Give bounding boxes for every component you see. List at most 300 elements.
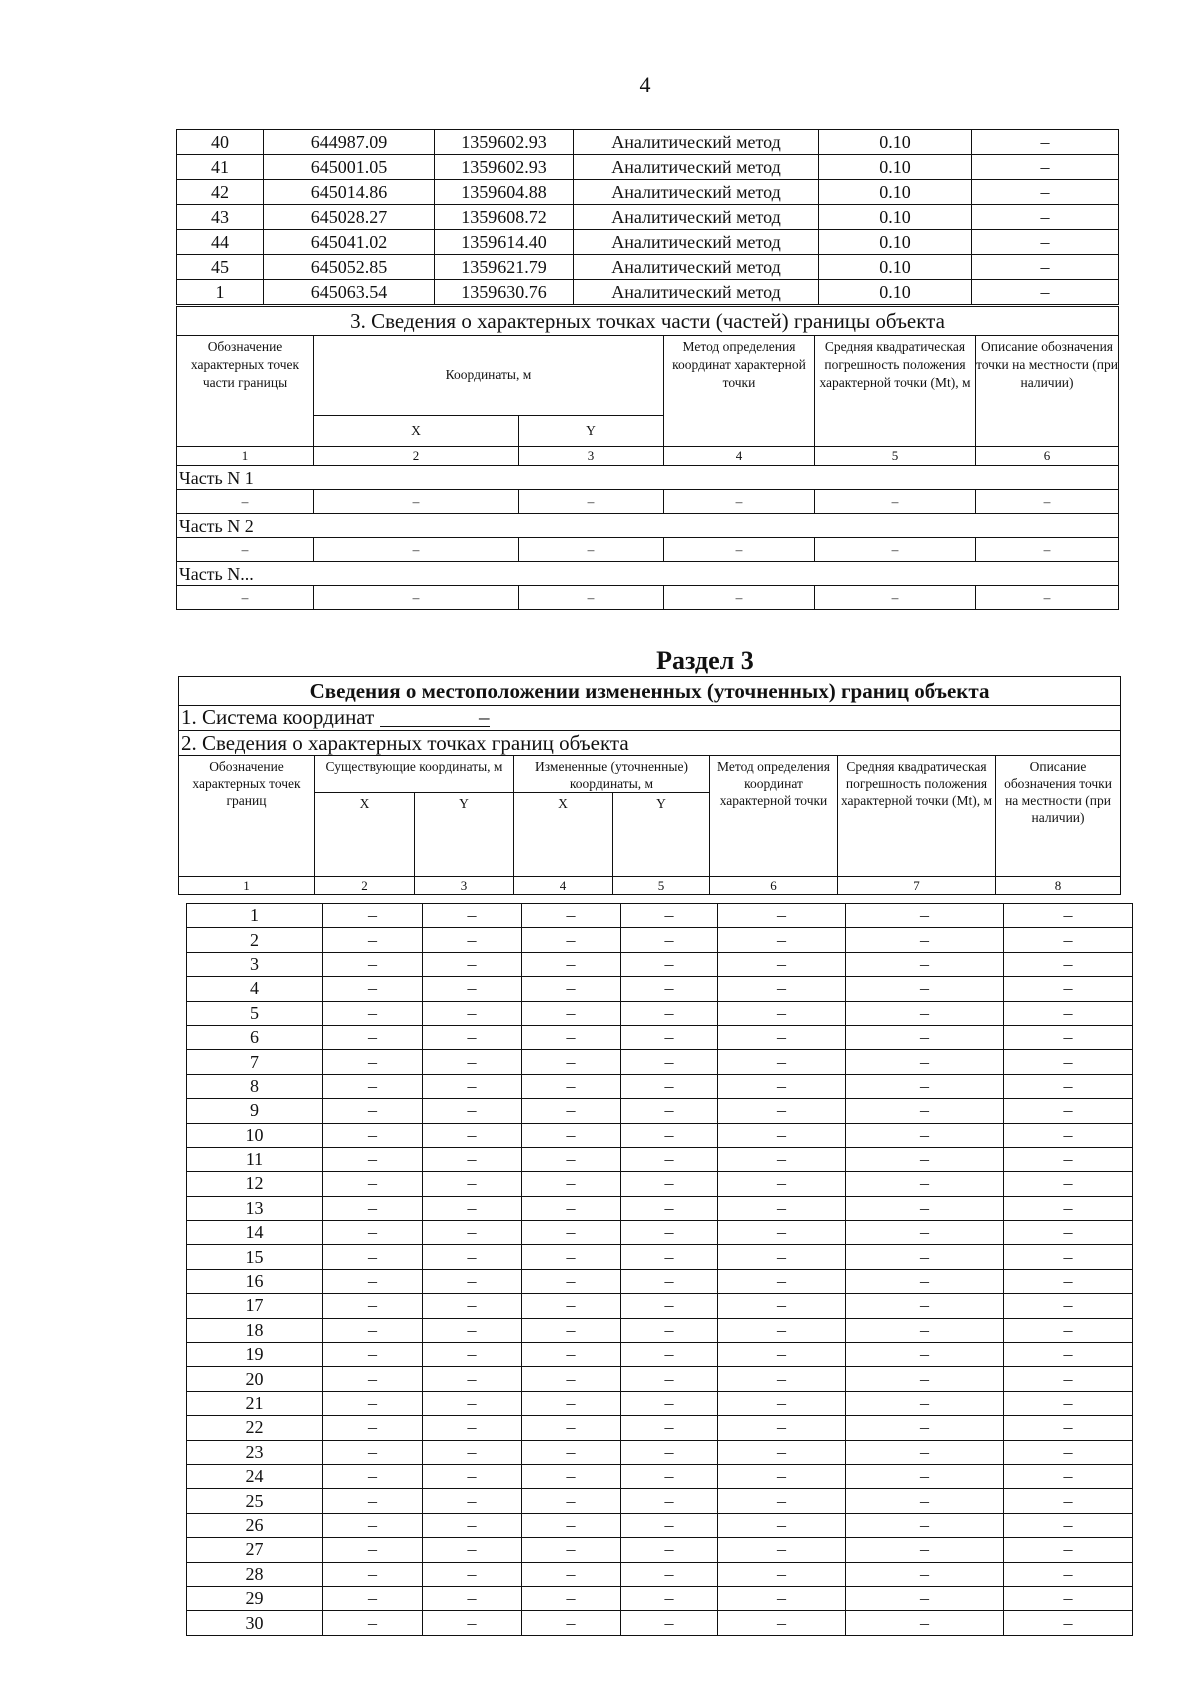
description-cell: – — [972, 230, 1119, 255]
empty-cell: – — [323, 1196, 423, 1220]
empty-cell: – — [718, 977, 846, 1001]
parts-section-title: 3. Сведения о характерных точках части (частей) границы объекта — [177, 307, 1119, 336]
empty-cell: – — [423, 1050, 522, 1074]
empty-cell: – — [323, 1513, 423, 1537]
empty-cell: – — [323, 1074, 423, 1098]
method-cell: Аналитический метод — [574, 230, 819, 255]
empty-cell: – — [423, 1318, 522, 1342]
empty-cell: – — [621, 977, 718, 1001]
empty-cell: – — [1004, 1050, 1133, 1074]
empty-cell: – — [522, 1123, 621, 1147]
section3-title: Сведения о местоположении измененных (уточненных) границ объекта — [179, 677, 1121, 706]
empty-cell: – — [621, 1391, 718, 1415]
table-row — [187, 977, 1133, 1001]
column-number: 2 — [314, 447, 519, 466]
point-id-cell: 10 — [187, 1123, 323, 1147]
empty-cell: – — [1004, 1172, 1133, 1196]
empty-cell: – — [522, 952, 621, 976]
empty-cell: – — [423, 1562, 522, 1586]
empty-cell: – — [323, 1416, 423, 1440]
empty-cell: – — [718, 1001, 846, 1025]
empty-cell: – — [718, 1586, 846, 1610]
description-cell: – — [972, 130, 1119, 155]
empty-cell: – — [664, 586, 815, 610]
empty-cell: – — [522, 1074, 621, 1098]
point-id-cell: 22 — [187, 1416, 323, 1440]
empty-cell: – — [846, 1294, 1004, 1318]
point-id-cell: 20 — [187, 1367, 323, 1391]
empty-cell: – — [423, 1538, 522, 1562]
y-coordinate-cell: 1359614.40 — [435, 230, 574, 255]
empty-cell: – — [1004, 1538, 1133, 1562]
point-id-cell: 30 — [187, 1611, 323, 1635]
empty-cell: – — [323, 1025, 423, 1049]
empty-cell: – — [621, 952, 718, 976]
column-number: 3 — [415, 877, 514, 895]
empty-cell: – — [423, 1294, 522, 1318]
empty-cell: – — [621, 1123, 718, 1147]
empty-cell: – — [621, 1099, 718, 1123]
table-row — [187, 1440, 1133, 1464]
method-cell: Аналитический метод — [574, 180, 819, 205]
empty-cell: – — [423, 977, 522, 1001]
header-changed-x: X — [514, 793, 613, 877]
table-row — [187, 1245, 1133, 1269]
point-id-cell: 2 — [187, 928, 323, 952]
table-row — [187, 1050, 1133, 1074]
description-cell: – — [972, 205, 1119, 230]
empty-cell: – — [323, 928, 423, 952]
empty-cell: – — [522, 1611, 621, 1635]
empty-cell: – — [522, 1562, 621, 1586]
empty-cell: – — [1004, 1367, 1133, 1391]
empty-cell: – — [522, 977, 621, 1001]
table-row — [187, 1269, 1133, 1293]
point-id-cell: 23 — [187, 1440, 323, 1464]
empty-cell: – — [423, 1221, 522, 1245]
column-number: 5 — [613, 877, 710, 895]
empty-cell: – — [846, 1538, 1004, 1562]
empty-cell: – — [718, 1464, 846, 1488]
empty-cell: – — [423, 1440, 522, 1464]
empty-cell: – — [664, 538, 815, 562]
point-id-cell: 42 — [177, 180, 264, 205]
empty-cell: – — [718, 1196, 846, 1220]
empty-cell: – — [846, 1074, 1004, 1098]
empty-cell: – — [846, 1196, 1004, 1220]
empty-cell: – — [1004, 977, 1133, 1001]
empty-cell: – — [522, 1269, 621, 1293]
part-label: Часть N 1 — [177, 466, 1119, 490]
empty-cell: – — [846, 1611, 1004, 1635]
point-id-cell: 25 — [187, 1489, 323, 1513]
empty-cell: – — [718, 1391, 846, 1415]
empty-cell: – — [423, 1123, 522, 1147]
empty-cell: – — [846, 1562, 1004, 1586]
empty-cell: – — [846, 1464, 1004, 1488]
empty-cell: – — [718, 1074, 846, 1098]
empty-cell: – — [976, 538, 1119, 562]
point-id-cell: 44 — [177, 230, 264, 255]
empty-cell: – — [323, 904, 423, 928]
point-id-cell: 1 — [187, 904, 323, 928]
point-id-cell: 19 — [187, 1343, 323, 1367]
empty-cell: – — [718, 1294, 846, 1318]
changed-boundaries-header-table — [178, 676, 1121, 895]
point-id-cell: 9 — [187, 1099, 323, 1123]
empty-cell: – — [718, 1416, 846, 1440]
empty-cell: – — [519, 490, 664, 514]
empty-cell: – — [323, 977, 423, 1001]
empty-cell: – — [314, 490, 519, 514]
part-label: Часть N 2 — [177, 514, 1119, 538]
empty-cell: – — [1004, 1343, 1133, 1367]
description-cell: – — [972, 255, 1119, 280]
empty-cell: – — [1004, 1562, 1133, 1586]
empty-cell: – — [846, 928, 1004, 952]
column-number: 1 — [177, 447, 314, 466]
table-row — [187, 1196, 1133, 1220]
empty-cell: – — [846, 1050, 1004, 1074]
empty-cell: – — [846, 1513, 1004, 1537]
empty-cell: – — [621, 1489, 718, 1513]
empty-cell: – — [522, 1489, 621, 1513]
empty-cell: – — [323, 1001, 423, 1025]
empty-cell: – — [621, 1464, 718, 1488]
empty-cell: – — [1004, 952, 1133, 976]
empty-cell: – — [522, 1318, 621, 1342]
table-row — [187, 1513, 1133, 1537]
table-row — [187, 1099, 1133, 1123]
empty-cell: – — [718, 1513, 846, 1537]
empty-cell: – — [718, 904, 846, 928]
empty-cell: – — [323, 1611, 423, 1635]
table-row — [177, 155, 1119, 180]
empty-cell: – — [323, 1343, 423, 1367]
column-number: 2 — [315, 877, 415, 895]
point-id-cell: 6 — [187, 1025, 323, 1049]
table-row — [187, 1562, 1133, 1586]
point-id-cell: 3 — [187, 952, 323, 976]
empty-cell: – — [522, 1001, 621, 1025]
empty-cell: – — [718, 1562, 846, 1586]
empty-cell: – — [522, 1172, 621, 1196]
point-id-cell: 15 — [187, 1245, 323, 1269]
description-cell: – — [972, 155, 1119, 180]
empty-cell: – — [846, 1025, 1004, 1049]
header-description: Описание обозначения точки на местности (при наличии) — [996, 756, 1121, 877]
description-cell: – — [972, 180, 1119, 205]
empty-cell: – — [846, 977, 1004, 1001]
empty-cell: – — [1004, 1025, 1133, 1049]
empty-cell: – — [621, 1196, 718, 1220]
table-row — [177, 490, 1119, 514]
empty-cell: – — [522, 1513, 621, 1537]
empty-cell: – — [846, 1172, 1004, 1196]
empty-cell: – — [846, 1343, 1004, 1367]
header-mt: Средняя квадратическая погрешность положения характерной точки (Mt), м — [838, 756, 996, 877]
empty-cell: – — [1004, 1489, 1133, 1513]
empty-cell: – — [718, 1367, 846, 1391]
empty-cell: – — [323, 1586, 423, 1610]
point-id-cell: 26 — [187, 1513, 323, 1537]
empty-cell: – — [1004, 1586, 1133, 1610]
table-row — [177, 255, 1119, 280]
mt-cell: 0.10 — [819, 180, 972, 205]
method-cell: Аналитический метод — [574, 280, 819, 305]
empty-cell: – — [423, 1196, 522, 1220]
empty-cell: – — [522, 904, 621, 928]
empty-cell: – — [621, 1245, 718, 1269]
empty-cell: – — [423, 904, 522, 928]
part-label-row — [177, 562, 1119, 586]
table-row — [177, 230, 1119, 255]
empty-cell: – — [664, 490, 815, 514]
empty-cell: – — [621, 1269, 718, 1293]
empty-cell: – — [423, 1586, 522, 1610]
point-id-cell: 18 — [187, 1318, 323, 1342]
header-designation: Обозначение характерных точек части границы — [177, 336, 314, 447]
table-row — [187, 1318, 1133, 1342]
empty-cell: – — [423, 1464, 522, 1488]
table-row — [177, 180, 1119, 205]
y-coordinate-cell: 1359630.76 — [435, 280, 574, 305]
empty-cell: – — [1004, 1221, 1133, 1245]
empty-cell: – — [323, 1172, 423, 1196]
point-id-cell: 43 — [177, 205, 264, 230]
header-method: Метод определения координат характерной точки — [710, 756, 838, 877]
method-cell: Аналитический метод — [574, 130, 819, 155]
empty-cell: – — [718, 1489, 846, 1513]
empty-cell: – — [423, 1367, 522, 1391]
empty-cell: – — [423, 1269, 522, 1293]
empty-cell: – — [423, 1099, 522, 1123]
column-number: 6 — [710, 877, 838, 895]
empty-cell: – — [718, 1245, 846, 1269]
empty-cell: – — [846, 1586, 1004, 1610]
empty-cell: – — [718, 928, 846, 952]
column-number: 6 — [976, 447, 1119, 466]
boundary-parts-table — [176, 306, 1119, 610]
empty-cell: – — [718, 1099, 846, 1123]
coordinate-system-label: 1. Система координат — [181, 705, 375, 729]
header-existing-y: Y — [415, 793, 514, 877]
empty-cell: – — [846, 1221, 1004, 1245]
point-id-cell: 12 — [187, 1172, 323, 1196]
table-row — [187, 952, 1133, 976]
empty-cell: – — [323, 1489, 423, 1513]
y-coordinate-cell: 1359604.88 — [435, 180, 574, 205]
table-row — [187, 1123, 1133, 1147]
empty-cell: – — [423, 1245, 522, 1269]
empty-cell: – — [522, 1586, 621, 1610]
empty-cell: – — [423, 1147, 522, 1171]
point-id-cell: 45 — [177, 255, 264, 280]
empty-cell: – — [522, 1391, 621, 1415]
column-number: 3 — [519, 447, 664, 466]
empty-cell: – — [323, 1099, 423, 1123]
point-id-cell: 24 — [187, 1464, 323, 1488]
empty-cell: – — [323, 1147, 423, 1171]
empty-cell: – — [718, 1172, 846, 1196]
empty-cell: – — [519, 586, 664, 610]
empty-cell: – — [1004, 928, 1133, 952]
table-row — [187, 1416, 1133, 1440]
empty-cell: – — [846, 1269, 1004, 1293]
empty-cell: – — [718, 1611, 846, 1635]
header-description: Описание обозначения точки на местности (при наличии) — [976, 336, 1119, 447]
empty-cell: – — [1004, 1440, 1133, 1464]
point-id-cell: 11 — [187, 1147, 323, 1171]
empty-cell: – — [522, 1221, 621, 1245]
empty-cell: – — [621, 928, 718, 952]
empty-cell: – — [815, 490, 976, 514]
empty-cell: – — [1004, 1099, 1133, 1123]
header-changed-y: Y — [613, 793, 710, 877]
table-row — [187, 1538, 1133, 1562]
column-number: 4 — [514, 877, 613, 895]
empty-cell: – — [423, 1025, 522, 1049]
method-cell: Аналитический метод — [574, 205, 819, 230]
point-id-cell: 21 — [187, 1391, 323, 1415]
empty-cell: – — [621, 1221, 718, 1245]
empty-cell: – — [323, 1123, 423, 1147]
column-number: 7 — [838, 877, 996, 895]
empty-cell: – — [718, 1269, 846, 1293]
x-coordinate-cell: 645041.02 — [264, 230, 435, 255]
header-designation: Обозначение характерных точек границ — [179, 756, 315, 877]
column-number: 4 — [664, 447, 815, 466]
header-coords: Координаты, м — [314, 336, 664, 416]
mt-cell: 0.10 — [819, 255, 972, 280]
empty-cell: – — [621, 1538, 718, 1562]
empty-cell: – — [621, 1172, 718, 1196]
empty-cell: – — [846, 1318, 1004, 1342]
empty-cell: – — [1004, 1464, 1133, 1488]
empty-cell: – — [423, 1391, 522, 1415]
empty-cell: – — [522, 1245, 621, 1269]
empty-cell: – — [1004, 1147, 1133, 1171]
empty-cell: – — [1004, 1416, 1133, 1440]
point-id-cell: 5 — [187, 1001, 323, 1025]
mt-cell: 0.10 — [819, 230, 972, 255]
table-row — [187, 1025, 1133, 1049]
table-row — [187, 1001, 1133, 1025]
empty-cell: – — [1004, 1611, 1133, 1635]
empty-cell: – — [522, 1196, 621, 1220]
y-coordinate-cell: 1359608.72 — [435, 205, 574, 230]
table-row — [177, 205, 1119, 230]
empty-cell: – — [621, 1001, 718, 1025]
empty-cell: – — [1004, 1196, 1133, 1220]
empty-cell: – — [976, 490, 1119, 514]
point-id-cell: 13 — [187, 1196, 323, 1220]
empty-cell: – — [323, 1245, 423, 1269]
point-id-cell: 8 — [187, 1074, 323, 1098]
empty-cell: – — [846, 1489, 1004, 1513]
mt-cell: 0.10 — [819, 205, 972, 230]
empty-cell: – — [718, 1318, 846, 1342]
table-row — [187, 1172, 1133, 1196]
empty-cell: – — [718, 1343, 846, 1367]
x-coordinate-cell: 645001.05 — [264, 155, 435, 180]
empty-cell: – — [423, 1074, 522, 1098]
empty-cell: – — [846, 1147, 1004, 1171]
method-cell: Аналитический метод — [574, 155, 819, 180]
point-id-cell: 7 — [187, 1050, 323, 1074]
empty-cell: – — [718, 1221, 846, 1245]
empty-cell: – — [718, 1123, 846, 1147]
point-id-cell: 17 — [187, 1294, 323, 1318]
method-cell: Аналитический метод — [574, 255, 819, 280]
empty-cell: – — [323, 1464, 423, 1488]
empty-cell: – — [846, 1001, 1004, 1025]
empty-cell: – — [522, 1416, 621, 1440]
header-method: Метод определения координат характерной точки — [664, 336, 815, 447]
empty-cell: – — [177, 586, 314, 610]
column-number: 5 — [815, 447, 976, 466]
empty-cell: – — [621, 1367, 718, 1391]
table-row — [187, 1221, 1133, 1245]
empty-cell: – — [323, 1440, 423, 1464]
empty-cell: – — [522, 1464, 621, 1488]
empty-cell: – — [718, 1147, 846, 1171]
empty-cell: – — [621, 1440, 718, 1464]
empty-cell: – — [177, 490, 314, 514]
table-row — [187, 1611, 1133, 1635]
table-row — [187, 1294, 1133, 1318]
empty-cell: – — [323, 1221, 423, 1245]
y-coordinate-cell: 1359602.93 — [435, 130, 574, 155]
empty-cell: – — [423, 928, 522, 952]
empty-cell: – — [815, 538, 976, 562]
coordinate-system-line — [179, 706, 1121, 731]
empty-cell: – — [621, 1562, 718, 1586]
empty-cell: – — [718, 1050, 846, 1074]
empty-cell: – — [718, 952, 846, 976]
x-coordinate-cell: 644987.09 — [264, 130, 435, 155]
table-row — [187, 928, 1133, 952]
column-number: 8 — [996, 877, 1121, 895]
empty-cell: – — [621, 1318, 718, 1342]
table-row — [187, 1367, 1133, 1391]
table-row — [187, 904, 1133, 928]
point-id-cell: 41 — [177, 155, 264, 180]
empty-cell: – — [1004, 1318, 1133, 1342]
empty-cell: – — [423, 1611, 522, 1635]
empty-cell: – — [323, 1294, 423, 1318]
empty-cell: – — [177, 538, 314, 562]
empty-cell: – — [423, 1343, 522, 1367]
empty-cell: – — [522, 1050, 621, 1074]
empty-cell: – — [314, 586, 519, 610]
coordinate-system-value: – — [380, 709, 490, 727]
x-coordinate-cell: 645028.27 — [264, 205, 435, 230]
table-row — [177, 538, 1119, 562]
empty-cell: – — [522, 928, 621, 952]
table-row — [187, 1586, 1133, 1610]
point-id-cell: 1 — [177, 280, 264, 305]
mt-cell: 0.10 — [819, 130, 972, 155]
empty-cell: – — [1004, 1391, 1133, 1415]
section-heading: Раздел 3 — [656, 646, 754, 675]
empty-cell: – — [846, 1099, 1004, 1123]
points-section-title: 2. Сведения о характерных точках границ объекта — [179, 731, 1121, 756]
empty-cell: – — [621, 1611, 718, 1635]
table-row — [177, 280, 1119, 305]
page-number: 4 — [639, 72, 651, 97]
table-row — [187, 1147, 1133, 1171]
